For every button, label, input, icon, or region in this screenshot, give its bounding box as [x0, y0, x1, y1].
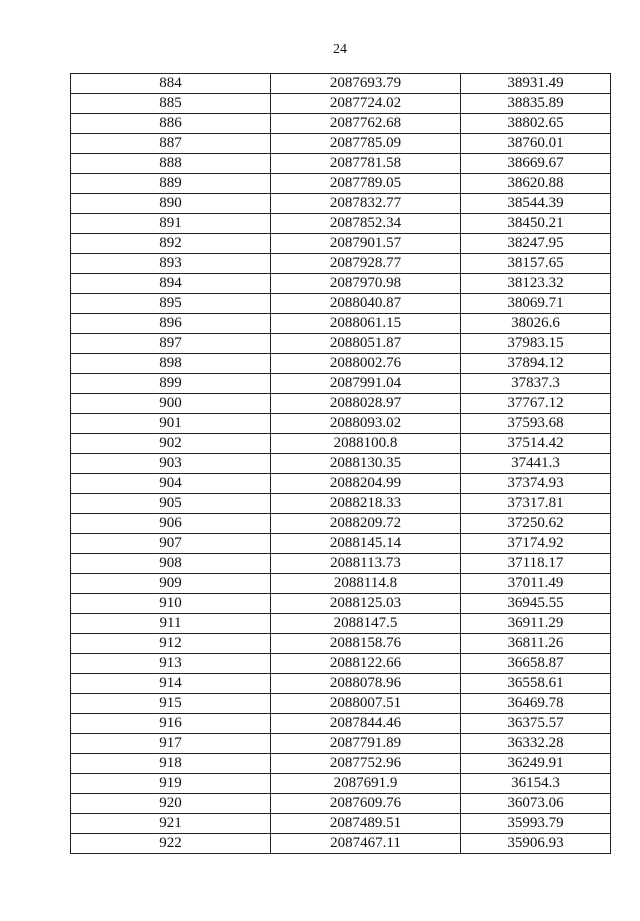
point-number-cell: 907: [71, 534, 271, 554]
table-row: [71, 574, 611, 594]
table-row: [71, 634, 611, 654]
table-row: [71, 674, 611, 694]
x-coordinate-cell: 2088204.99: [271, 474, 461, 494]
table-row: [71, 814, 611, 834]
y-coordinate-cell: 38931.49: [461, 74, 611, 94]
point-number-cell: 893: [71, 254, 271, 274]
x-coordinate-cell: 2088130.35: [271, 454, 461, 474]
point-number-cell: 902: [71, 434, 271, 454]
table-row: [71, 294, 611, 314]
table-row: [71, 174, 611, 194]
table-row: [71, 774, 611, 794]
point-number-cell: 899: [71, 374, 271, 394]
point-number-cell: 910: [71, 594, 271, 614]
x-coordinate-cell: 2088218.33: [271, 494, 461, 514]
table-row: [71, 114, 611, 134]
x-coordinate-cell: 2087901.57: [271, 234, 461, 254]
table-row: [71, 134, 611, 154]
point-number-cell: 894: [71, 274, 271, 294]
y-coordinate-cell: 36945.55: [461, 594, 611, 614]
table-row: [71, 594, 611, 614]
y-coordinate-cell: 38123.32: [461, 274, 611, 294]
y-coordinate-cell: 36558.61: [461, 674, 611, 694]
table-row: [71, 234, 611, 254]
x-coordinate-cell: 2088114.8: [271, 574, 461, 594]
x-coordinate-cell: 2087489.51: [271, 814, 461, 834]
page-number: 24: [333, 42, 347, 57]
x-coordinate-cell: 2087791.89: [271, 734, 461, 754]
x-coordinate-cell: 2087844.46: [271, 714, 461, 734]
table-row: [71, 414, 611, 434]
point-number-cell: 914: [71, 674, 271, 694]
point-number-cell: 913: [71, 654, 271, 674]
x-coordinate-cell: 2088209.72: [271, 514, 461, 534]
point-number-cell: 911: [71, 614, 271, 634]
y-coordinate-cell: 38620.88: [461, 174, 611, 194]
table-row: [71, 534, 611, 554]
x-coordinate-cell: 2088002.76: [271, 354, 461, 374]
point-number-cell: 904: [71, 474, 271, 494]
point-number-cell: 898: [71, 354, 271, 374]
point-number-cell: 918: [71, 754, 271, 774]
table-row: [71, 94, 611, 114]
point-number-cell: 885: [71, 94, 271, 114]
point-number-cell: 920: [71, 794, 271, 814]
y-coordinate-cell: 37593.68: [461, 414, 611, 434]
y-coordinate-cell: 37174.92: [461, 534, 611, 554]
point-number-cell: 916: [71, 714, 271, 734]
x-coordinate-cell: 2087752.96: [271, 754, 461, 774]
point-number-cell: 922: [71, 834, 271, 854]
y-coordinate-cell: 35906.93: [461, 834, 611, 854]
x-coordinate-cell: 2087693.79: [271, 74, 461, 94]
y-coordinate-cell: 38247.95: [461, 234, 611, 254]
table-row: [71, 834, 611, 854]
y-coordinate-cell: 38669.67: [461, 154, 611, 174]
y-coordinate-cell: 37837.3: [461, 374, 611, 394]
table-row: [71, 754, 611, 774]
point-number-cell: 889: [71, 174, 271, 194]
y-coordinate-cell: 37441.3: [461, 454, 611, 474]
y-coordinate-cell: 37250.62: [461, 514, 611, 534]
x-coordinate-cell: 2087928.77: [271, 254, 461, 274]
table-row: [71, 394, 611, 414]
point-number-cell: 888: [71, 154, 271, 174]
point-number-cell: 896: [71, 314, 271, 334]
x-coordinate-cell: 2088040.87: [271, 294, 461, 314]
point-number-cell: 915: [71, 694, 271, 714]
y-coordinate-cell: 37118.17: [461, 554, 611, 574]
table-row: [71, 274, 611, 294]
x-coordinate-cell: 2088122.66: [271, 654, 461, 674]
x-coordinate-cell: 2088061.15: [271, 314, 461, 334]
point-number-cell: 890: [71, 194, 271, 214]
x-coordinate-cell: 2088113.73: [271, 554, 461, 574]
point-number-cell: 891: [71, 214, 271, 234]
y-coordinate-cell: 37983.15: [461, 334, 611, 354]
point-number-cell: 905: [71, 494, 271, 514]
table-row: [71, 714, 611, 734]
table-row: [71, 794, 611, 814]
y-coordinate-cell: 38835.89: [461, 94, 611, 114]
table-row: [71, 154, 611, 174]
point-number-cell: 908: [71, 554, 271, 574]
y-coordinate-cell: 38802.65: [461, 114, 611, 134]
y-coordinate-cell: 36911.29: [461, 614, 611, 634]
table-row: [71, 314, 611, 334]
y-coordinate-cell: 36658.87: [461, 654, 611, 674]
y-coordinate-cell: 37767.12: [461, 394, 611, 414]
y-coordinate-cell: 36375.57: [461, 714, 611, 734]
x-coordinate-cell: 2087781.58: [271, 154, 461, 174]
table-row: [71, 434, 611, 454]
table-row: [71, 474, 611, 494]
x-coordinate-cell: 2087785.09: [271, 134, 461, 154]
y-coordinate-cell: 35993.79: [461, 814, 611, 834]
y-coordinate-cell: 38157.65: [461, 254, 611, 274]
table-row: [71, 374, 611, 394]
y-coordinate-cell: 38760.01: [461, 134, 611, 154]
x-coordinate-cell: 2088078.96: [271, 674, 461, 694]
point-number-cell: 903: [71, 454, 271, 474]
point-number-cell: 895: [71, 294, 271, 314]
x-coordinate-cell: 2087609.76: [271, 794, 461, 814]
y-coordinate-cell: 36249.91: [461, 754, 611, 774]
x-coordinate-cell: 2088093.02: [271, 414, 461, 434]
table-row: [71, 334, 611, 354]
x-coordinate-cell: 2088147.5: [271, 614, 461, 634]
table-row: [71, 514, 611, 534]
x-coordinate-cell: 2087852.34: [271, 214, 461, 234]
x-coordinate-cell: 2087789.05: [271, 174, 461, 194]
x-coordinate-cell: 2088100.8: [271, 434, 461, 454]
point-number-cell: 900: [71, 394, 271, 414]
table-row: [71, 614, 611, 634]
y-coordinate-cell: 36811.26: [461, 634, 611, 654]
table-row: [71, 554, 611, 574]
y-coordinate-cell: 36073.06: [461, 794, 611, 814]
point-number-cell: 887: [71, 134, 271, 154]
y-coordinate-cell: 38069.71: [461, 294, 611, 314]
table-row: [71, 454, 611, 474]
y-coordinate-cell: 37374.93: [461, 474, 611, 494]
x-coordinate-cell: 2088051.87: [271, 334, 461, 354]
point-number-cell: 921: [71, 814, 271, 834]
x-coordinate-cell: 2087832.77: [271, 194, 461, 214]
y-coordinate-cell: 37317.81: [461, 494, 611, 514]
y-coordinate-cell: 36469.78: [461, 694, 611, 714]
point-number-cell: 906: [71, 514, 271, 534]
point-number-cell: 884: [71, 74, 271, 94]
point-number-cell: 917: [71, 734, 271, 754]
coordinate-table: [70, 73, 611, 854]
y-coordinate-cell: 36154.3: [461, 774, 611, 794]
table-row: [71, 654, 611, 674]
table-row: [71, 354, 611, 374]
point-number-cell: 892: [71, 234, 271, 254]
x-coordinate-cell: 2087991.04: [271, 374, 461, 394]
y-coordinate-cell: 38026.6: [461, 314, 611, 334]
table-row: [71, 734, 611, 754]
table-row: [71, 694, 611, 714]
x-coordinate-cell: 2088028.97: [271, 394, 461, 414]
x-coordinate-cell: 2087691.9: [271, 774, 461, 794]
table-body: [71, 74, 611, 854]
x-coordinate-cell: 2088125.03: [271, 594, 461, 614]
x-coordinate-cell: 2087762.68: [271, 114, 461, 134]
y-coordinate-cell: 38544.39: [461, 194, 611, 214]
x-coordinate-cell: 2087724.02: [271, 94, 461, 114]
table-row: [71, 494, 611, 514]
point-number-cell: 886: [71, 114, 271, 134]
x-coordinate-cell: 2088007.51: [271, 694, 461, 714]
y-coordinate-cell: 36332.28: [461, 734, 611, 754]
point-number-cell: 919: [71, 774, 271, 794]
x-coordinate-cell: 2088158.76: [271, 634, 461, 654]
table-row: [71, 254, 611, 274]
table-row: [71, 74, 611, 94]
y-coordinate-cell: 38450.21: [461, 214, 611, 234]
x-coordinate-cell: 2087467.11: [271, 834, 461, 854]
point-number-cell: 901: [71, 414, 271, 434]
y-coordinate-cell: 37514.42: [461, 434, 611, 454]
y-coordinate-cell: 37011.49: [461, 574, 611, 594]
x-coordinate-cell: 2087970.98: [271, 274, 461, 294]
point-number-cell: 909: [71, 574, 271, 594]
table-row: [71, 214, 611, 234]
point-number-cell: 897: [71, 334, 271, 354]
table-row: [71, 194, 611, 214]
y-coordinate-cell: 37894.12: [461, 354, 611, 374]
x-coordinate-cell: 2088145.14: [271, 534, 461, 554]
point-number-cell: 912: [71, 634, 271, 654]
